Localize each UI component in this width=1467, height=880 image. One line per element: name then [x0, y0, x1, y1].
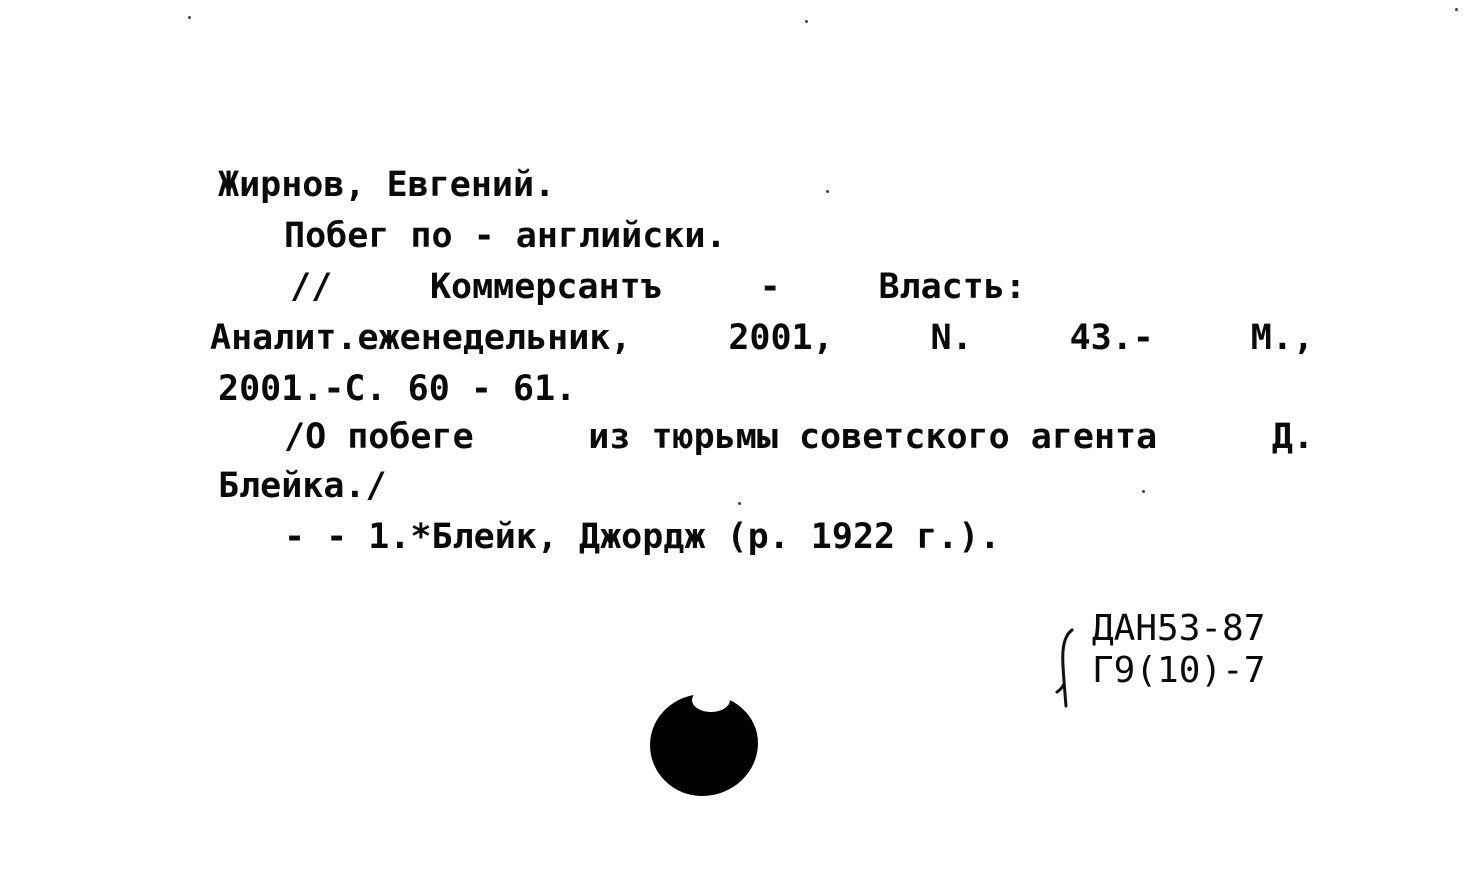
- note-part-1: /О побеге: [284, 417, 474, 457]
- pages-line: 2001.-С. 60 - 61.: [218, 369, 577, 409]
- source-name-2: Власть:: [878, 267, 1026, 307]
- note-part-3: Д.: [1271, 417, 1314, 457]
- publication-number-label: N.: [930, 318, 973, 358]
- note-line: [284, 412, 1314, 462]
- scan-speck: [188, 16, 191, 19]
- publication-line: [210, 313, 1314, 363]
- scan-speck: [826, 190, 829, 193]
- source-line: [290, 262, 1026, 312]
- punch-hole-notch: [692, 688, 730, 712]
- scan-speck: [1455, 8, 1458, 11]
- classification-codes: [1092, 608, 1265, 692]
- check-mark-icon: [1052, 626, 1082, 708]
- code-2: Г9(10)-7: [1092, 650, 1266, 691]
- publication-place: М.,: [1250, 318, 1314, 358]
- publication-year: 2001,: [728, 318, 834, 358]
- author-line: Жирнов, Евгений.: [218, 165, 556, 205]
- scan-speck: [1142, 490, 1145, 493]
- publication-number: 43.-: [1069, 318, 1154, 358]
- scan-speck: [805, 20, 808, 23]
- code-1: ДАН53-87: [1092, 608, 1266, 649]
- source-name: Коммерсантъ: [429, 267, 662, 307]
- scan-speck: [738, 502, 741, 505]
- note-continuation: Блейка./: [218, 466, 387, 506]
- source-separator: //: [290, 267, 333, 307]
- publication-type: Аналит.еженедельник,: [210, 318, 632, 358]
- subject-heading: - - 1.*Блейк, Джордж (р. 1922 г.).: [284, 517, 1001, 557]
- title-line: Побег по - английски.: [284, 216, 727, 256]
- source-dash: -: [759, 267, 781, 307]
- note-part-2: из тюрьмы советского агента: [588, 417, 1158, 457]
